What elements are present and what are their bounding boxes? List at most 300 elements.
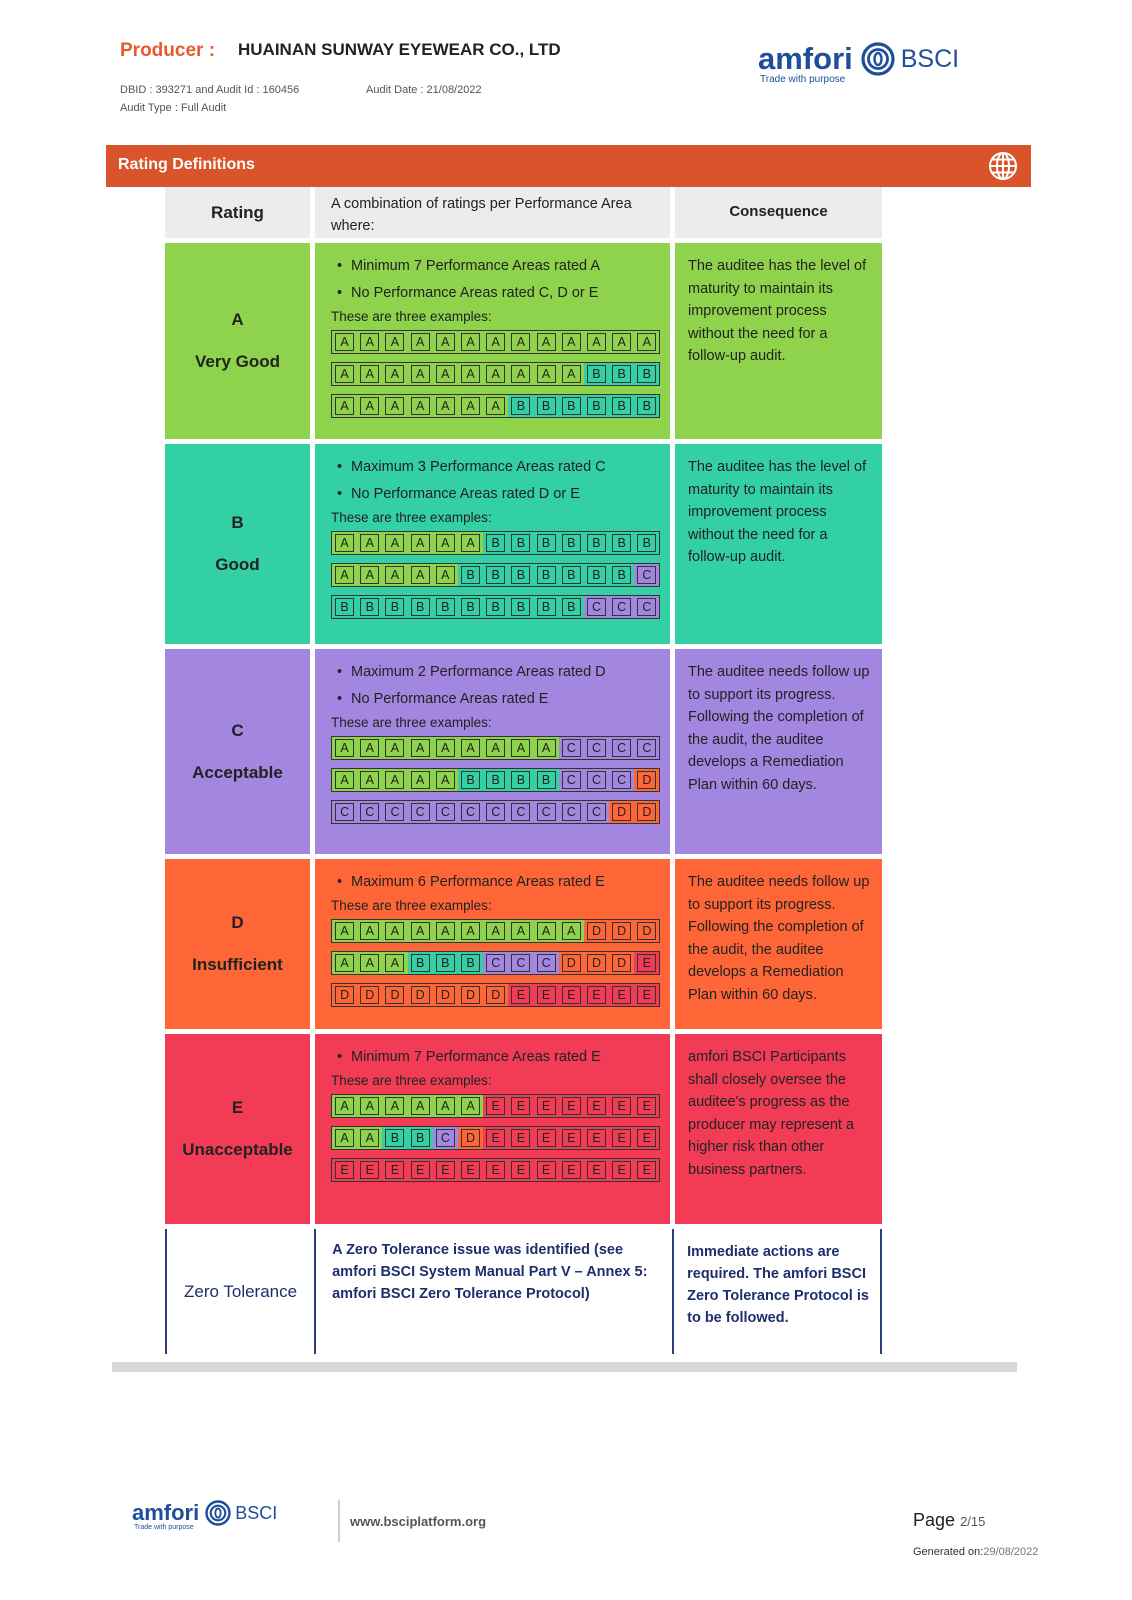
example-rating-box bbox=[508, 769, 533, 791]
rating-name: Very Good bbox=[194, 352, 281, 371]
example-rating-letter: E bbox=[637, 1129, 656, 1147]
example-rating-letter: C bbox=[612, 598, 631, 616]
example-rating-letter: A bbox=[385, 333, 404, 351]
example-rating-letter: A bbox=[411, 739, 430, 757]
example-rating-letter: A bbox=[385, 566, 404, 584]
criteria-item: • Minimum 7 Performance Areas rated E bbox=[351, 1044, 660, 1071]
example-rating-letter: E bbox=[511, 986, 530, 1004]
example-rating-box bbox=[433, 920, 458, 942]
example-rating-letter: B bbox=[511, 534, 530, 552]
example-rating-letter: A bbox=[436, 1097, 455, 1115]
example-rating-letter: B bbox=[486, 534, 505, 552]
logo-word: amfori bbox=[758, 40, 853, 76]
example-rating-letter: D bbox=[486, 986, 505, 1004]
example-rating-box bbox=[634, 395, 659, 417]
example-rating-box bbox=[382, 596, 407, 618]
criteria-item: • Maximum 6 Performance Areas rated E bbox=[351, 869, 660, 896]
example-rating-letter: A bbox=[537, 365, 556, 383]
example-rating-letter: A bbox=[461, 333, 480, 351]
example-rating-box bbox=[584, 769, 609, 791]
footer-divider bbox=[338, 1500, 340, 1542]
example-rating-box bbox=[609, 769, 634, 791]
table-shadow bbox=[112, 1362, 1017, 1372]
example-rating-box bbox=[559, 984, 584, 1006]
generated-date: 29/08/2022 bbox=[983, 1546, 1039, 1558]
example-rating-letter: A bbox=[587, 333, 606, 351]
example-rating-box bbox=[408, 952, 433, 974]
example-rating-box bbox=[483, 952, 508, 974]
header-consequence: Consequence bbox=[675, 187, 882, 238]
example-rating-box bbox=[609, 564, 634, 586]
example-rating-box bbox=[534, 1127, 559, 1149]
example-rating-box bbox=[357, 1127, 382, 1149]
zero-tolerance-label: Zero Tolerance bbox=[167, 1229, 316, 1354]
rating-letter: E bbox=[231, 1098, 244, 1117]
example-rating-box bbox=[534, 564, 559, 586]
example-rating-letter: A bbox=[411, 566, 430, 584]
example-rating-box bbox=[508, 920, 533, 942]
example-rating-letter: E bbox=[537, 1129, 556, 1147]
example-rating-letter: A bbox=[461, 1097, 480, 1115]
example-rating-letter: A bbox=[335, 1129, 354, 1147]
example-rating-box bbox=[483, 363, 508, 385]
example-rating-letter: B bbox=[537, 598, 556, 616]
example-rating-letter: B bbox=[436, 954, 455, 972]
footer-logo-word: amfori bbox=[132, 1499, 200, 1525]
example-rating-box bbox=[332, 564, 357, 586]
example-rating-letter: D bbox=[587, 954, 606, 972]
example-strip bbox=[331, 531, 660, 555]
example-rating-box bbox=[508, 1159, 533, 1181]
example-rating-box bbox=[332, 395, 357, 417]
page-number: 2/15 bbox=[960, 1514, 986, 1529]
example-rating-box bbox=[534, 737, 559, 759]
example-rating-box bbox=[559, 737, 584, 759]
example-rating-box bbox=[357, 596, 382, 618]
example-rating-box bbox=[433, 532, 458, 554]
example-rating-box bbox=[609, 596, 634, 618]
example-rating-box bbox=[534, 596, 559, 618]
example-rating-box bbox=[534, 1159, 559, 1181]
example-rating-box bbox=[584, 1159, 609, 1181]
example-rating-letter: B bbox=[486, 566, 505, 584]
example-rating-box bbox=[634, 801, 659, 823]
example-rating-letter: B bbox=[562, 566, 581, 584]
example-rating-box bbox=[508, 737, 533, 759]
example-rating-letter: B bbox=[511, 598, 530, 616]
example-rating-letter: A bbox=[612, 333, 631, 351]
example-rating-box bbox=[458, 769, 483, 791]
example-rating-letter: E bbox=[562, 1129, 581, 1147]
example-rating-box bbox=[408, 395, 433, 417]
example-rating-box bbox=[433, 1159, 458, 1181]
example-strip bbox=[331, 1094, 660, 1118]
example-rating-letter: E bbox=[486, 1129, 505, 1147]
example-rating-box bbox=[559, 363, 584, 385]
example-rating-box bbox=[483, 737, 508, 759]
example-rating-letter: C bbox=[511, 954, 530, 972]
example-rating-letter: A bbox=[335, 365, 354, 383]
rating-row-c bbox=[165, 649, 882, 859]
report-header bbox=[0, 0, 1132, 140]
example-strip bbox=[331, 736, 660, 760]
table-header-row bbox=[165, 187, 882, 243]
example-rating-letter: B bbox=[486, 598, 505, 616]
example-rating-letter: D bbox=[335, 986, 354, 1004]
example-rating-letter: D bbox=[637, 771, 656, 789]
example-rating-box bbox=[408, 363, 433, 385]
example-rating-box bbox=[634, 737, 659, 759]
example-rating-letter: A bbox=[562, 922, 581, 940]
rating-name: Good bbox=[215, 555, 260, 574]
example-rating-letter: E bbox=[461, 1161, 480, 1179]
example-rating-box bbox=[634, 1095, 659, 1117]
examples-label: These are three examples: bbox=[331, 715, 492, 730]
example-rating-letter: E bbox=[587, 986, 606, 1004]
example-rating-box bbox=[559, 1095, 584, 1117]
example-rating-box bbox=[609, 1159, 634, 1181]
example-rating-letter: A bbox=[411, 365, 430, 383]
example-rating-letter: A bbox=[335, 397, 354, 415]
example-rating-letter: D bbox=[461, 986, 480, 1004]
criteria-cell bbox=[315, 649, 675, 854]
example-rating-box bbox=[634, 596, 659, 618]
criteria-item: • No Performance Areas rated C, D or E bbox=[351, 280, 660, 307]
rating-row-d bbox=[165, 859, 882, 1034]
example-rating-letter: E bbox=[511, 1161, 530, 1179]
example-rating-box bbox=[559, 769, 584, 791]
example-rating-box bbox=[483, 596, 508, 618]
example-rating-box bbox=[609, 737, 634, 759]
example-rating-box bbox=[534, 532, 559, 554]
example-rating-box bbox=[534, 952, 559, 974]
rating-row-b bbox=[165, 444, 882, 649]
example-rating-box bbox=[483, 1127, 508, 1149]
example-rating-box bbox=[584, 363, 609, 385]
example-rating-letter: D bbox=[461, 1129, 480, 1147]
example-rating-letter: A bbox=[486, 365, 505, 383]
example-rating-box bbox=[483, 769, 508, 791]
example-rating-box bbox=[534, 1095, 559, 1117]
example-rating-letter: A bbox=[335, 1097, 354, 1115]
example-rating-letter: A bbox=[385, 365, 404, 383]
rating-cell bbox=[165, 1034, 315, 1224]
example-rating-box bbox=[584, 596, 609, 618]
example-rating-box bbox=[382, 1095, 407, 1117]
example-rating-box bbox=[609, 984, 634, 1006]
examples-label: These are three examples: bbox=[331, 309, 492, 324]
example-rating-letter: D bbox=[587, 922, 606, 940]
example-rating-letter: A bbox=[335, 739, 354, 757]
example-rating-letter: D bbox=[637, 803, 656, 821]
example-rating-letter: A bbox=[411, 397, 430, 415]
example-rating-letter: A bbox=[360, 397, 379, 415]
example-strip bbox=[331, 563, 660, 587]
section-bar bbox=[106, 145, 1031, 187]
criteria-list bbox=[331, 253, 660, 307]
example-rating-letter: A bbox=[511, 922, 530, 940]
example-rating-letter: B bbox=[612, 566, 631, 584]
example-rating-letter: A bbox=[486, 922, 505, 940]
example-rating-box bbox=[483, 1095, 508, 1117]
rating-letter: B bbox=[231, 513, 244, 532]
example-rating-box bbox=[458, 801, 483, 823]
example-rating-letter: A bbox=[511, 365, 530, 383]
example-rating-box bbox=[584, 801, 609, 823]
example-rating-letter: E bbox=[486, 1161, 505, 1179]
example-rating-letter: E bbox=[511, 1097, 530, 1115]
example-rating-box bbox=[458, 984, 483, 1006]
example-rating-box bbox=[458, 363, 483, 385]
example-rating-letter: A bbox=[436, 397, 455, 415]
zero-tolerance-row bbox=[165, 1229, 882, 1354]
example-rating-letter: A bbox=[461, 534, 480, 552]
example-rating-letter: B bbox=[562, 534, 581, 552]
example-rating-box bbox=[458, 1095, 483, 1117]
footer-amfori-ring-icon bbox=[205, 1500, 231, 1526]
example-rating-letter: A bbox=[360, 534, 379, 552]
example-rating-letter: C bbox=[486, 954, 505, 972]
example-rating-letter: B bbox=[385, 1129, 404, 1147]
example-rating-box bbox=[508, 395, 533, 417]
examples-label: These are three examples: bbox=[331, 1073, 492, 1088]
example-rating-box bbox=[508, 564, 533, 586]
section-title: Rating Definitions bbox=[118, 156, 255, 173]
criteria-item: • Maximum 2 Performance Areas rated D bbox=[351, 659, 660, 686]
example-rating-letter: C bbox=[587, 598, 606, 616]
example-rating-letter: D bbox=[612, 922, 631, 940]
example-rating-box bbox=[559, 1127, 584, 1149]
example-rating-letter: C bbox=[335, 803, 354, 821]
example-rating-box bbox=[609, 952, 634, 974]
example-rating-letter: C bbox=[511, 803, 530, 821]
example-strip bbox=[331, 768, 660, 792]
rating-cell bbox=[165, 649, 315, 854]
example-rating-box bbox=[458, 532, 483, 554]
example-rating-letter: B bbox=[587, 397, 606, 415]
criteria-list bbox=[331, 659, 660, 713]
example-rating-letter: C bbox=[360, 803, 379, 821]
example-rating-letter: C bbox=[537, 803, 556, 821]
example-rating-box bbox=[458, 952, 483, 974]
header-rating: Rating bbox=[165, 187, 315, 238]
example-rating-box bbox=[332, 532, 357, 554]
example-rating-box bbox=[609, 363, 634, 385]
criteria-item: • Maximum 3 Performance Areas rated C bbox=[351, 454, 660, 481]
example-rating-letter: A bbox=[385, 1097, 404, 1115]
example-rating-box bbox=[534, 363, 559, 385]
website-link[interactable]: www.bsciplatform.org bbox=[350, 1514, 487, 1529]
example-rating-box bbox=[433, 395, 458, 417]
example-rating-box bbox=[382, 564, 407, 586]
example-rating-letter: E bbox=[335, 1161, 354, 1179]
example-rating-letter: B bbox=[562, 397, 581, 415]
example-rating-letter: B bbox=[486, 771, 505, 789]
example-rating-letter: C bbox=[612, 771, 631, 789]
criteria-cell bbox=[315, 444, 675, 644]
page-indicator bbox=[913, 1510, 985, 1531]
example-rating-box bbox=[332, 737, 357, 759]
example-rating-box bbox=[634, 1127, 659, 1149]
globe-icon[interactable] bbox=[987, 150, 1019, 182]
example-rating-letter: A bbox=[486, 739, 505, 757]
example-rating-box bbox=[408, 801, 433, 823]
example-rating-box bbox=[382, 801, 407, 823]
rating-row-e bbox=[165, 1034, 882, 1229]
example-rating-letter: B bbox=[411, 954, 430, 972]
criteria-item: • No Performance Areas rated D or E bbox=[351, 481, 660, 508]
example-rating-box bbox=[458, 920, 483, 942]
example-rating-box bbox=[584, 395, 609, 417]
examples-label: These are three examples: bbox=[331, 510, 492, 525]
example-strip bbox=[331, 1158, 660, 1182]
example-rating-box bbox=[382, 1159, 407, 1181]
example-rating-box bbox=[433, 952, 458, 974]
example-rating-letter: B bbox=[511, 566, 530, 584]
example-rating-box bbox=[584, 1127, 609, 1149]
example-rating-letter: B bbox=[335, 598, 354, 616]
example-rating-box bbox=[357, 363, 382, 385]
example-rating-box bbox=[433, 1095, 458, 1117]
example-rating-letter: B bbox=[436, 598, 455, 616]
example-rating-box bbox=[433, 769, 458, 791]
example-rating-letter: B bbox=[637, 365, 656, 383]
example-rating-letter: A bbox=[411, 771, 430, 789]
example-rating-box bbox=[458, 596, 483, 618]
example-rating-letter: A bbox=[411, 922, 430, 940]
example-rating-box bbox=[382, 952, 407, 974]
example-rating-box bbox=[483, 801, 508, 823]
example-rating-box bbox=[408, 737, 433, 759]
example-rating-letter: D bbox=[436, 986, 455, 1004]
example-rating-letter: C bbox=[436, 1129, 455, 1147]
example-rating-box bbox=[458, 737, 483, 759]
example-rating-letter: A bbox=[335, 333, 354, 351]
rating-letter: C bbox=[231, 720, 244, 740]
example-rating-letter: B bbox=[537, 397, 556, 415]
rating-name: Unacceptable bbox=[182, 1140, 293, 1159]
example-rating-box bbox=[609, 801, 634, 823]
example-rating-box bbox=[433, 363, 458, 385]
example-rating-letter: C bbox=[436, 803, 455, 821]
consequence-cell: The auditee needs follow up to support its progress. Following the completion of the audit, the auditee develops a Remediation Plan within 60 days. bbox=[675, 859, 882, 1029]
consequence-cell: amfori BSCI Participants shall closely oversee the auditee's progress as the producer may represent a higher risk than other business partners. bbox=[675, 1034, 882, 1224]
logo-tagline: Trade with purpose bbox=[760, 73, 846, 85]
example-rating-box bbox=[382, 737, 407, 759]
example-rating-box bbox=[559, 395, 584, 417]
example-rating-letter: B bbox=[637, 397, 656, 415]
example-rating-letter: E bbox=[587, 1129, 606, 1147]
example-rating-letter: A bbox=[486, 333, 505, 351]
rating-definitions-table bbox=[165, 187, 882, 1354]
example-rating-letter: C bbox=[587, 803, 606, 821]
example-rating-letter: E bbox=[411, 1161, 430, 1179]
example-rating-box bbox=[534, 769, 559, 791]
example-rating-letter: A bbox=[335, 566, 354, 584]
example-rating-letter: E bbox=[587, 1161, 606, 1179]
example-rating-letter: E bbox=[486, 1097, 505, 1115]
example-rating-letter: B bbox=[612, 534, 631, 552]
example-rating-box bbox=[433, 984, 458, 1006]
example-rating-box bbox=[357, 564, 382, 586]
example-rating-box bbox=[458, 1159, 483, 1181]
example-strip bbox=[331, 951, 660, 975]
example-rating-letter: C bbox=[562, 739, 581, 757]
example-rating-box bbox=[382, 984, 407, 1006]
example-strip bbox=[331, 800, 660, 824]
example-rating-letter: B bbox=[511, 397, 530, 415]
example-rating-letter: C bbox=[562, 803, 581, 821]
example-rating-letter: A bbox=[385, 534, 404, 552]
example-rating-letter: A bbox=[335, 922, 354, 940]
example-rating-box bbox=[534, 984, 559, 1006]
example-rating-letter: E bbox=[537, 1097, 556, 1115]
example-rating-letter: A bbox=[335, 954, 354, 972]
example-rating-box bbox=[609, 532, 634, 554]
example-rating-box bbox=[634, 769, 659, 791]
example-rating-box bbox=[332, 920, 357, 942]
example-rating-box bbox=[534, 920, 559, 942]
example-rating-box bbox=[483, 1159, 508, 1181]
example-rating-box bbox=[609, 920, 634, 942]
example-rating-box bbox=[559, 532, 584, 554]
example-rating-box bbox=[433, 737, 458, 759]
example-rating-letter: B bbox=[537, 771, 556, 789]
consequence-cell: The auditee has the level of maturity to maintain its improvement process without the need for a follow-up audit. bbox=[675, 243, 882, 439]
criteria-list bbox=[331, 869, 660, 896]
example-rating-box bbox=[483, 984, 508, 1006]
example-rating-letter: D bbox=[612, 803, 631, 821]
example-rating-box bbox=[332, 596, 357, 618]
example-rating-box bbox=[634, 363, 659, 385]
example-rating-letter: C bbox=[587, 739, 606, 757]
example-rating-box bbox=[584, 1095, 609, 1117]
example-rating-box bbox=[508, 984, 533, 1006]
example-rating-letter: D bbox=[637, 922, 656, 940]
example-rating-box bbox=[433, 331, 458, 353]
example-rating-letter: B bbox=[637, 534, 656, 552]
example-rating-letter: C bbox=[587, 771, 606, 789]
example-rating-letter: E bbox=[385, 1161, 404, 1179]
example-rating-letter: C bbox=[637, 739, 656, 757]
example-rating-box bbox=[332, 801, 357, 823]
example-rating-letter: C bbox=[537, 954, 556, 972]
example-rating-box bbox=[634, 984, 659, 1006]
example-rating-box bbox=[609, 1127, 634, 1149]
example-rating-letter: E bbox=[612, 1097, 631, 1115]
example-rating-letter: B bbox=[511, 771, 530, 789]
example-rating-letter: A bbox=[385, 922, 404, 940]
example-rating-letter: B bbox=[537, 566, 556, 584]
example-rating-letter: E bbox=[562, 986, 581, 1004]
example-rating-letter: A bbox=[461, 397, 480, 415]
example-rating-box bbox=[508, 952, 533, 974]
example-rating-box bbox=[483, 395, 508, 417]
example-rating-box bbox=[559, 596, 584, 618]
example-rating-letter: A bbox=[486, 397, 505, 415]
example-rating-box bbox=[584, 952, 609, 974]
example-rating-letter: A bbox=[436, 365, 455, 383]
example-rating-box bbox=[433, 596, 458, 618]
example-rating-box bbox=[508, 331, 533, 353]
example-rating-box bbox=[357, 737, 382, 759]
example-rating-box bbox=[382, 920, 407, 942]
example-rating-letter: A bbox=[436, 534, 455, 552]
example-rating-letter: A bbox=[562, 333, 581, 351]
zero-tolerance-description: A Zero Tolerance issue was identified (see amfori BSCI System Manual Part V – Annex 5: amfori BSCI Zero Tolerance Protocol) bbox=[316, 1229, 674, 1354]
example-rating-letter: C bbox=[562, 771, 581, 789]
logo-bsci: BSCI bbox=[900, 44, 960, 73]
